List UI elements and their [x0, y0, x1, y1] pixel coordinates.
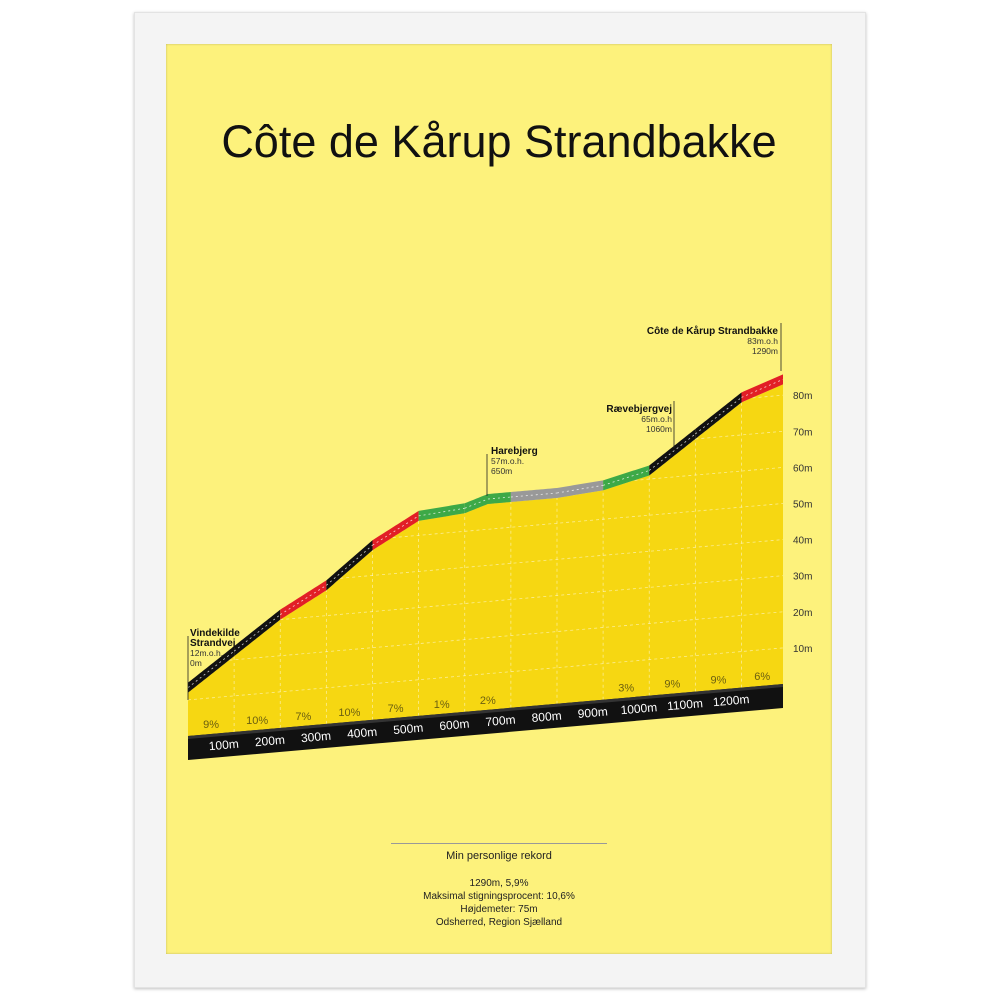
waypoint-distance-4: 1290m: [752, 346, 778, 356]
y-tick-label-80m: 80m: [793, 391, 813, 403]
grade-label-2: 10%: [246, 714, 269, 727]
x-tick-label-900m: 900m: [577, 704, 609, 722]
waypoint-name-3: Rævebjergvej: [606, 404, 672, 415]
x-tick-label-300m: 300m: [300, 728, 332, 746]
x-tick-label-600m: 600m: [438, 716, 470, 734]
grade-label-5: 7%: [387, 702, 404, 715]
y-tick-label-30m: 30m: [793, 571, 813, 583]
waypoint-name-1-line1: Vindekilde: [190, 628, 240, 639]
grade-label-6: 1%: [433, 698, 450, 711]
waypoint-elevation-3: 65m.o.h: [641, 414, 672, 424]
x-tick-label-700m: 700m: [484, 712, 517, 730]
y-tick-label-70m: 70m: [793, 427, 813, 439]
x-tick-label-800m: 800m: [531, 708, 563, 726]
x-tick-label-100m: 100m: [208, 736, 240, 754]
grade-label-10: 3%: [618, 682, 635, 695]
poster: [166, 44, 832, 954]
grade-label-4: 10%: [338, 706, 361, 719]
x-tick-label-1100m: 1100m: [666, 696, 704, 714]
record-line-distance: 1290m, 5,9%: [469, 878, 529, 889]
grade-label-13: 6%: [754, 670, 771, 683]
waypoint-elevation-2: 57m.o.h.: [491, 456, 525, 466]
waypoint-distance-2: 650m: [491, 466, 513, 476]
waypoint-distance-3: 1060m: [646, 424, 672, 434]
y-tick-label-40m: 40m: [793, 535, 813, 547]
y-tick-label-50m: 50m: [793, 499, 813, 511]
waypoint-distance-1: 0m: [190, 658, 202, 668]
grade-label-1: 9%: [203, 718, 220, 731]
y-tick-label-60m: 60m: [793, 463, 813, 475]
record-line-max-grade: Maksimal stigningsprocent: 10,6%: [423, 891, 575, 902]
waypoint-elevation-1: 12m.o.h.: [190, 648, 224, 658]
grade-label-7: 2%: [479, 694, 496, 707]
x-tick-label-200m: 200m: [254, 732, 286, 750]
record-line-location: Odsherred, Region Sjælland: [435, 917, 563, 928]
grade-label-11: 9%: [664, 678, 681, 691]
grade-label-3: 7%: [295, 710, 312, 723]
waypoint-name-1-line2: Strandvej: [190, 638, 236, 649]
waypoint-name-2: Harebjerg: [491, 446, 538, 457]
record-heading: Min personlige rekord: [446, 850, 552, 862]
record-line-elevation-gain: Højdemeter: 75m: [460, 904, 538, 915]
x-tick-label-1000m: 1000m: [619, 700, 658, 718]
waypoint-name-4: Côte de Kårup Strandbakke: [646, 326, 778, 337]
waypoint-elevation-4: 83m.o.h: [747, 336, 778, 346]
x-tick-label-400m: 400m: [346, 724, 378, 742]
poster-title: Côte de Kårup Strandbakke: [221, 116, 777, 167]
x-tick-label-500m: 500m: [392, 720, 424, 738]
y-tick-label-20m: 20m: [793, 607, 813, 619]
grade-label-12: 9%: [710, 674, 727, 687]
y-tick-label-10m: 10m: [793, 643, 813, 655]
elevation-profile-chart: [166, 44, 832, 804]
x-tick-label-1200m: 1200m: [712, 692, 751, 710]
separator-line: [391, 843, 607, 844]
